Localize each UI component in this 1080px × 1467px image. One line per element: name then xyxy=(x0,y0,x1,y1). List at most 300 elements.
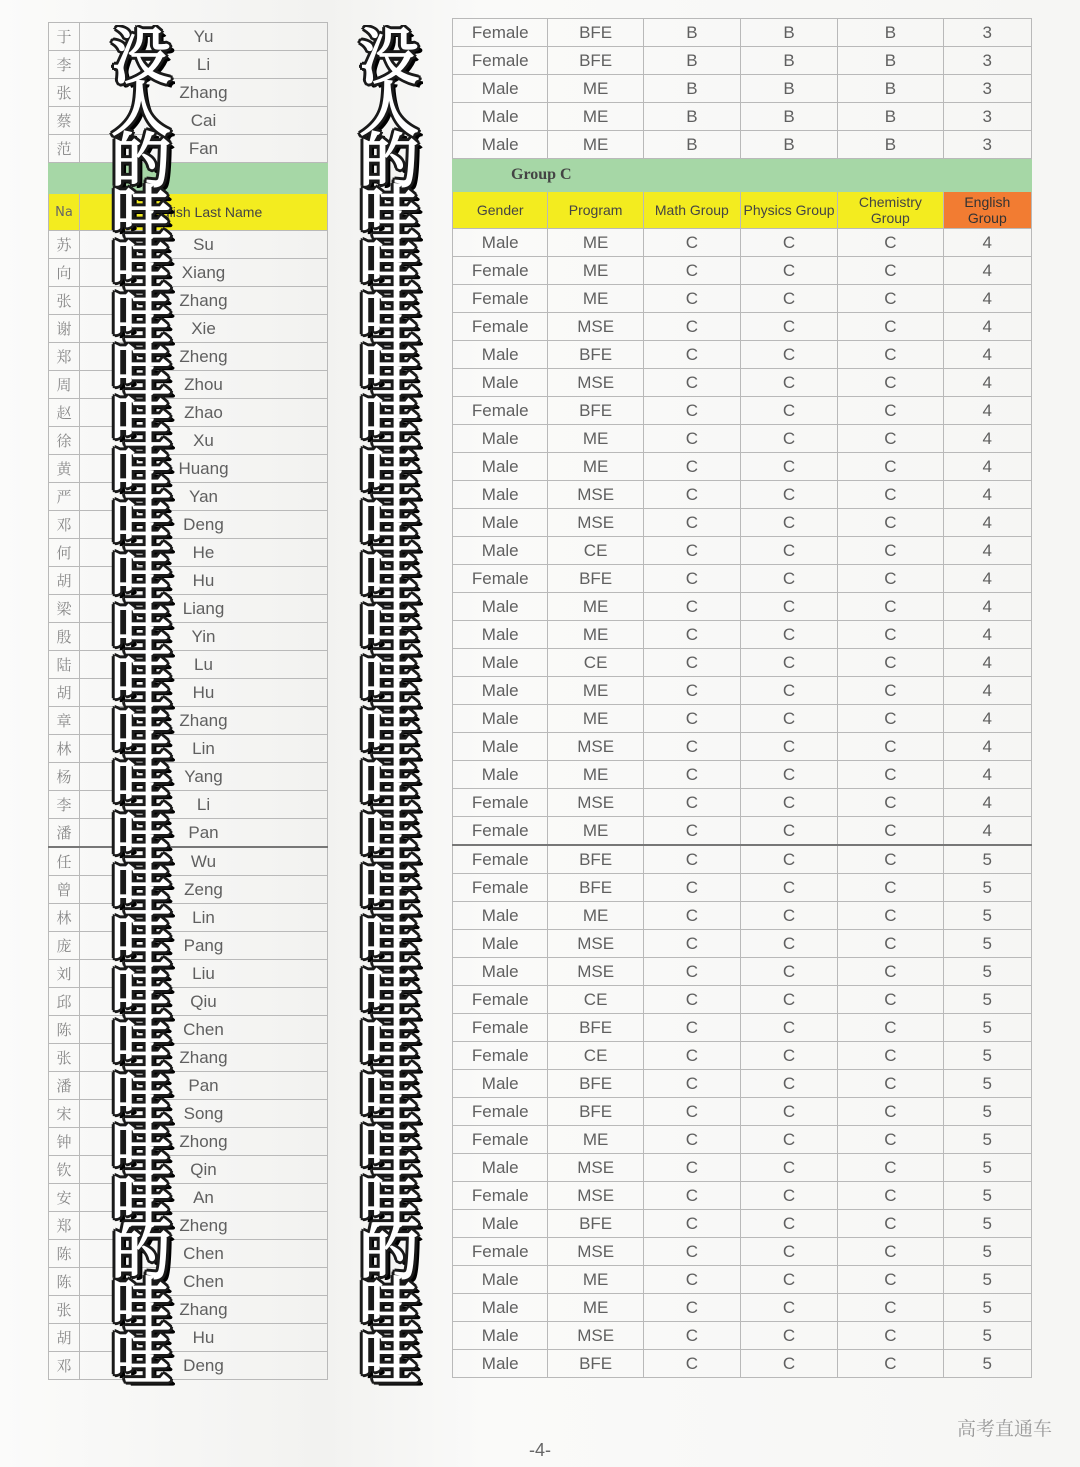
table-row xyxy=(49,483,328,511)
table-row xyxy=(49,455,328,483)
table-row xyxy=(453,1182,1032,1210)
program-cell: ME xyxy=(548,229,643,257)
english-last-name-cell: Chen xyxy=(80,1016,328,1044)
table-row xyxy=(49,623,328,651)
physics-group-cell: C xyxy=(740,425,837,453)
chemistry-group-cell: C xyxy=(838,874,943,902)
table-row xyxy=(453,75,1032,103)
physics-group-cell: C xyxy=(740,1294,837,1322)
math-group-cell: B xyxy=(643,19,740,47)
english-group-cell: 3 xyxy=(943,131,1031,159)
english-group-header: English Group xyxy=(943,192,1031,229)
english-last-name-cell: Yin xyxy=(80,623,328,651)
english-last-name-cell: Pang xyxy=(80,932,328,960)
gender-cell: Male xyxy=(453,761,548,789)
table-row xyxy=(49,23,328,51)
chinese-name-cell: 杨 xyxy=(49,763,80,791)
english-group-cell: 4 xyxy=(943,397,1031,425)
physics-group-cell: C xyxy=(740,1042,837,1070)
program-cell: ME xyxy=(548,103,643,131)
physics-group-cell: C xyxy=(740,1350,837,1378)
gender-cell: Male xyxy=(453,131,548,159)
english-last-name-cell: Su xyxy=(80,231,328,259)
physics-group-cell: C xyxy=(740,341,837,369)
table-row xyxy=(49,135,328,163)
table-row xyxy=(49,1072,328,1100)
table-row xyxy=(453,845,1032,874)
gender-cell: Male xyxy=(453,481,548,509)
chemistry-group-cell: C xyxy=(838,229,943,257)
english-last-name-cell: Chen xyxy=(80,1268,328,1296)
table-row xyxy=(49,651,328,679)
gender-cell: Female xyxy=(453,1126,548,1154)
chinese-name-cell: 张 xyxy=(49,79,80,107)
program-cell: ME xyxy=(548,425,643,453)
english-last-name-cell: Zhao xyxy=(80,399,328,427)
chemistry-group-cell: C xyxy=(838,1014,943,1042)
table-row xyxy=(453,509,1032,537)
math-group-cell: C xyxy=(643,257,740,285)
gender-cell: Male xyxy=(453,1154,548,1182)
chinese-name-cell: 蔡 xyxy=(49,107,80,135)
english-group-cell: 5 xyxy=(943,930,1031,958)
english-group-cell: 5 xyxy=(943,1014,1031,1042)
chinese-name-cell: 林 xyxy=(49,735,80,763)
chinese-name-cell: 邱 xyxy=(49,988,80,1016)
chemistry-group-cell: C xyxy=(838,257,943,285)
table-row xyxy=(49,1296,328,1324)
chinese-name-cell: 陈 xyxy=(49,1268,80,1296)
physics-group-cell: C xyxy=(740,1322,837,1350)
program-cell: MSE xyxy=(548,313,643,341)
table-row xyxy=(453,958,1032,986)
english-last-name-cell: Song xyxy=(80,1100,328,1128)
math-group-cell: C xyxy=(643,1182,740,1210)
physics-group-cell: C xyxy=(740,986,837,1014)
physics-group-cell: C xyxy=(740,1070,837,1098)
program-cell: BFE xyxy=(548,1098,643,1126)
program-cell: MSE xyxy=(548,958,643,986)
chemistry-group-cell: C xyxy=(838,1266,943,1294)
math-group-cell: C xyxy=(643,509,740,537)
english-group-cell: 5 xyxy=(943,1322,1031,1350)
physics-group-cell: C xyxy=(740,313,837,341)
gender-cell: Female xyxy=(453,1238,548,1266)
english-group-cell: 4 xyxy=(943,341,1031,369)
chinese-name-cell: 周 xyxy=(49,371,80,399)
math-group-cell: C xyxy=(643,1126,740,1154)
chemistry-group-cell: C xyxy=(838,481,943,509)
english-group-cell: 5 xyxy=(943,1350,1031,1378)
chemistry-group-cell: C xyxy=(838,509,943,537)
physics-group-cell: C xyxy=(740,1014,837,1042)
math-group-cell: C xyxy=(643,425,740,453)
program-cell: MSE xyxy=(548,369,643,397)
english-last-name-cell: Zhang xyxy=(80,1296,328,1324)
gender-cell: Female xyxy=(453,285,548,313)
chemistry-group-cell: C xyxy=(838,845,943,874)
gender-cell: Male xyxy=(453,621,548,649)
english-last-name-cell: Zeng xyxy=(80,876,328,904)
table-row xyxy=(49,1240,328,1268)
table-row xyxy=(453,537,1032,565)
table-row xyxy=(453,1266,1032,1294)
group-title: Group C xyxy=(453,159,1032,192)
physics-group-cell: C xyxy=(740,958,837,986)
physics-group-cell: C xyxy=(740,930,837,958)
math-group-cell: C xyxy=(643,1238,740,1266)
program-cell: BFE xyxy=(548,397,643,425)
chinese-name-cell: 张 xyxy=(49,1044,80,1072)
gender-cell: Male xyxy=(453,1266,548,1294)
table-row xyxy=(49,904,328,932)
chemistry-group-cell: C xyxy=(838,397,943,425)
gender-cell: Male xyxy=(453,1350,548,1378)
math-group-cell: C xyxy=(643,677,740,705)
chemistry-group-cell: C xyxy=(838,986,943,1014)
chinese-name-cell: 胡 xyxy=(49,679,80,707)
english-last-name-cell: Zhang xyxy=(80,707,328,735)
table-row xyxy=(453,1294,1032,1322)
math-group-cell: C xyxy=(643,621,740,649)
table-row xyxy=(453,1210,1032,1238)
program-cell: BFE xyxy=(548,1070,643,1098)
math-group-cell: C xyxy=(643,481,740,509)
chemistry-group-cell: C xyxy=(838,453,943,481)
english-last-name-cell: Chen xyxy=(80,1240,328,1268)
gender-cell: Male xyxy=(453,103,548,131)
table-row xyxy=(453,19,1032,47)
table-row xyxy=(49,539,328,567)
program-cell: ME xyxy=(548,285,643,313)
names-table xyxy=(48,22,328,1380)
chinese-name-cell: 胡 xyxy=(49,1324,80,1352)
math-group-cell: C xyxy=(643,789,740,817)
english-group-cell: 4 xyxy=(943,425,1031,453)
chinese-name-cell: 陈 xyxy=(49,1240,80,1268)
english-group-cell: 4 xyxy=(943,677,1031,705)
physics-group-cell: C xyxy=(740,1238,837,1266)
math-group-cell: C xyxy=(643,1014,740,1042)
chemistry-group-cell: C xyxy=(838,1350,943,1378)
gender-cell: Male xyxy=(453,1070,548,1098)
math-group-cell: C xyxy=(643,761,740,789)
chemistry-group-cell: C xyxy=(838,1042,943,1070)
gender-cell: Male xyxy=(453,1322,548,1350)
chinese-name-cell: 向 xyxy=(49,259,80,287)
table-row xyxy=(453,397,1032,425)
table-row xyxy=(49,1268,328,1296)
chinese-name-cell: 陈 xyxy=(49,1016,80,1044)
chinese-name-cell: 章 xyxy=(49,707,80,735)
english-last-name-cell: Xu xyxy=(80,427,328,455)
math-group-cell: B xyxy=(643,47,740,75)
chemistry-group-cell: C xyxy=(838,1294,943,1322)
gender-cell: Male xyxy=(453,537,548,565)
table-row xyxy=(49,960,328,988)
gender-cell: Female xyxy=(453,47,548,75)
english-last-name-cell: Li xyxy=(80,791,328,819)
chinese-name-cell: 庞 xyxy=(49,932,80,960)
math-group-cell: C xyxy=(643,1350,740,1378)
table-row xyxy=(49,763,328,791)
english-group-cell: 5 xyxy=(943,1098,1031,1126)
english-group-cell: 5 xyxy=(943,874,1031,902)
math-group-cell: C xyxy=(643,229,740,257)
table-row xyxy=(49,1044,328,1072)
gender-cell: Male xyxy=(453,649,548,677)
chemistry-group-cell: C xyxy=(838,789,943,817)
math-group-cell: C xyxy=(643,341,740,369)
gender-cell: Female xyxy=(453,1182,548,1210)
english-last-name-cell: Liang xyxy=(80,595,328,623)
program-cell: MSE xyxy=(548,1182,643,1210)
english-last-name-cell: Lin xyxy=(80,735,328,763)
physics-group-cell: C xyxy=(740,397,837,425)
chinese-name-cell: 钟 xyxy=(49,1128,80,1156)
table-row xyxy=(49,847,328,876)
gender-cell: Male xyxy=(453,705,548,733)
chinese-name-cell: 宋 xyxy=(49,1100,80,1128)
table-row xyxy=(49,932,328,960)
physics-group-cell: C xyxy=(740,1266,837,1294)
overlay-text-left: 没人的哇哇哇哇哇哇哇哇哇哇哇哇哇哇哇哇哇哇哇哇的哇哇 xyxy=(101,25,171,1377)
table-row xyxy=(49,259,328,287)
english-last-name-cell: Deng xyxy=(80,511,328,539)
english-last-name-header: English Last Name xyxy=(80,194,328,231)
program-cell: BFE xyxy=(548,1350,643,1378)
program-cell: ME xyxy=(548,1294,643,1322)
chemistry-group-cell: C xyxy=(838,1098,943,1126)
table-row xyxy=(453,789,1032,817)
table-row xyxy=(49,1156,328,1184)
english-last-name-cell: Deng xyxy=(80,1352,328,1380)
gender-cell: Male xyxy=(453,341,548,369)
chinese-name-cell: 郑 xyxy=(49,343,80,371)
gender-cell: Female xyxy=(453,19,548,47)
gender-cell: Female xyxy=(453,817,548,846)
math-group-cell: C xyxy=(643,565,740,593)
table-row xyxy=(49,315,328,343)
chemistry-group-cell: C xyxy=(838,593,943,621)
program-cell: ME xyxy=(548,453,643,481)
english-group-cell: 4 xyxy=(943,649,1031,677)
gender-cell: Male xyxy=(453,902,548,930)
english-last-name-cell: Li xyxy=(80,51,328,79)
math-group-cell: C xyxy=(643,845,740,874)
physics-group-cell: C xyxy=(740,817,837,846)
math-group-header: Math Group xyxy=(643,192,740,229)
gender-cell: Male xyxy=(453,1210,548,1238)
english-group-cell: 5 xyxy=(943,958,1031,986)
english-last-name-cell: Hu xyxy=(80,679,328,707)
table-row xyxy=(453,1042,1032,1070)
program-cell: ME xyxy=(548,817,643,846)
table-row xyxy=(49,231,328,259)
physics-group-cell: C xyxy=(740,453,837,481)
english-last-name-cell: Zhang xyxy=(80,1044,328,1072)
chinese-name-cell: 范 xyxy=(49,135,80,163)
program-cell: MSE xyxy=(548,789,643,817)
chinese-name-cell: 潘 xyxy=(49,1072,80,1100)
program-cell: BFE xyxy=(548,47,643,75)
gender-cell: Female xyxy=(453,565,548,593)
watermark: 高考直通车 xyxy=(956,1418,1052,1440)
physics-group-cell: B xyxy=(740,75,837,103)
chinese-name-cell: 邓 xyxy=(49,1352,80,1380)
math-group-cell: C xyxy=(643,453,740,481)
chinese-name-cell: 何 xyxy=(49,539,80,567)
gender-cell: Male xyxy=(453,425,548,453)
overlay-text-right: 没人的哇哇哇哇哇哇哇哇哇哇哇哇哇哇哇哇哇哇哇哇的哇哇 xyxy=(349,25,419,1377)
chinese-name-cell: 徐 xyxy=(49,427,80,455)
chemistry-group-cell: C xyxy=(838,369,943,397)
program-cell: CE xyxy=(548,1042,643,1070)
program-cell: ME xyxy=(548,593,643,621)
table-row xyxy=(49,343,328,371)
english-last-name-cell: Zheng xyxy=(80,1212,328,1240)
english-group-cell: 5 xyxy=(943,1182,1031,1210)
physics-group-cell: C xyxy=(740,1098,837,1126)
chinese-name-cell: 李 xyxy=(49,791,80,819)
english-last-name-cell: Pan xyxy=(80,1072,328,1100)
english-group-cell: 5 xyxy=(943,1238,1031,1266)
chinese-name-cell: 张 xyxy=(49,1296,80,1324)
chinese-name-cell: 刘 xyxy=(49,960,80,988)
program-cell: CE xyxy=(548,537,643,565)
program-cell: ME xyxy=(548,705,643,733)
table-row xyxy=(49,1016,328,1044)
english-last-name-cell: Huang xyxy=(80,455,328,483)
table-row xyxy=(453,229,1032,257)
table-row xyxy=(453,649,1032,677)
math-group-cell: C xyxy=(643,733,740,761)
chinese-name-cell: 赵 xyxy=(49,399,80,427)
gender-cell: Male xyxy=(453,75,548,103)
chemistry-group-cell: C xyxy=(838,1210,943,1238)
gender-cell: Male xyxy=(453,509,548,537)
english-last-name-cell: Cai xyxy=(80,107,328,135)
english-group-cell: 4 xyxy=(943,369,1031,397)
table-row xyxy=(453,1350,1032,1378)
chinese-name-cell: 黄 xyxy=(49,455,80,483)
table-row xyxy=(49,876,328,904)
english-last-name-cell: Yu xyxy=(80,23,328,51)
english-last-name-cell: Qin xyxy=(80,1156,328,1184)
math-group-cell: C xyxy=(643,1070,740,1098)
physics-group-cell: C xyxy=(740,677,837,705)
chemistry-group-cell: B xyxy=(838,47,943,75)
english-group-cell: 3 xyxy=(943,75,1031,103)
physics-group-cell: C xyxy=(740,789,837,817)
english-group-cell: 5 xyxy=(943,1294,1031,1322)
program-cell: CE xyxy=(548,649,643,677)
table-row xyxy=(453,257,1032,285)
physics-group-cell: C xyxy=(740,565,837,593)
program-cell: ME xyxy=(548,1266,643,1294)
physics-group-cell: C xyxy=(740,874,837,902)
table-row xyxy=(453,733,1032,761)
math-group-cell: C xyxy=(643,1210,740,1238)
chinese-name-cell: 苏 xyxy=(49,231,80,259)
page-number: -4- xyxy=(529,1440,551,1460)
program-cell: MSE xyxy=(548,733,643,761)
table-row xyxy=(453,705,1032,733)
gender-cell: Female xyxy=(453,874,548,902)
gender-cell: Female xyxy=(453,1014,548,1042)
english-group-cell: 5 xyxy=(943,1266,1031,1294)
table-row xyxy=(453,1238,1032,1266)
gender-cell: Male xyxy=(453,1294,548,1322)
chemistry-group-cell: C xyxy=(838,1154,943,1182)
table-row xyxy=(453,285,1032,313)
gender-cell: Female xyxy=(453,313,548,341)
chinese-name-cell: 谢 xyxy=(49,315,80,343)
table-row xyxy=(49,1212,328,1240)
chemistry-group-cell: C xyxy=(838,285,943,313)
english-last-name-cell: Wu xyxy=(80,847,328,876)
program-cell: BFE xyxy=(548,1210,643,1238)
chemistry-group-cell: C xyxy=(838,677,943,705)
chemistry-group-cell: C xyxy=(838,537,943,565)
gender-cell: Female xyxy=(453,1098,548,1126)
chemistry-group-cell: C xyxy=(838,1322,943,1350)
chinese-name-cell: 潘 xyxy=(49,819,80,848)
program-cell: MSE xyxy=(548,1154,643,1182)
english-last-name-cell: An xyxy=(80,1184,328,1212)
table-row xyxy=(49,791,328,819)
math-group-cell: C xyxy=(643,817,740,846)
english-group-cell: 4 xyxy=(943,537,1031,565)
chinese-name-cell: 张 xyxy=(49,287,80,315)
physics-group-cell: C xyxy=(740,509,837,537)
english-last-name-cell: Pan xyxy=(80,819,328,848)
program-cell: ME xyxy=(548,621,643,649)
program-cell: BFE xyxy=(548,874,643,902)
math-group-cell: C xyxy=(643,1154,740,1182)
program-cell: BFE xyxy=(548,341,643,369)
physics-group-cell: C xyxy=(740,285,837,313)
chinese-name-cell: 林 xyxy=(49,904,80,932)
table-row xyxy=(49,988,328,1016)
physics-group-cell: C xyxy=(740,649,837,677)
gender-cell: Female xyxy=(453,1042,548,1070)
gender-header: Gender xyxy=(453,192,548,229)
chemistry-group-cell: C xyxy=(838,425,943,453)
gender-cell: Male xyxy=(453,958,548,986)
program-cell: ME xyxy=(548,257,643,285)
table-row xyxy=(49,679,328,707)
gender-cell: Male xyxy=(453,677,548,705)
math-group-cell: C xyxy=(643,397,740,425)
english-group-cell: 3 xyxy=(943,47,1031,75)
chinese-name-cell: 于 xyxy=(49,23,80,51)
group-title-row xyxy=(453,159,1032,192)
table-row xyxy=(453,481,1032,509)
english-group-cell: 4 xyxy=(943,705,1031,733)
english-last-name-cell: Zhang xyxy=(80,287,328,315)
table-row xyxy=(453,593,1032,621)
table-row xyxy=(453,761,1032,789)
math-group-cell: B xyxy=(643,131,740,159)
english-group-cell: 5 xyxy=(943,1126,1031,1154)
table-row xyxy=(453,986,1032,1014)
table-row xyxy=(453,902,1032,930)
english-group-cell: 4 xyxy=(943,817,1031,846)
gender-cell: Female xyxy=(453,845,548,874)
table-row xyxy=(453,621,1032,649)
chemistry-group-cell: C xyxy=(838,958,943,986)
